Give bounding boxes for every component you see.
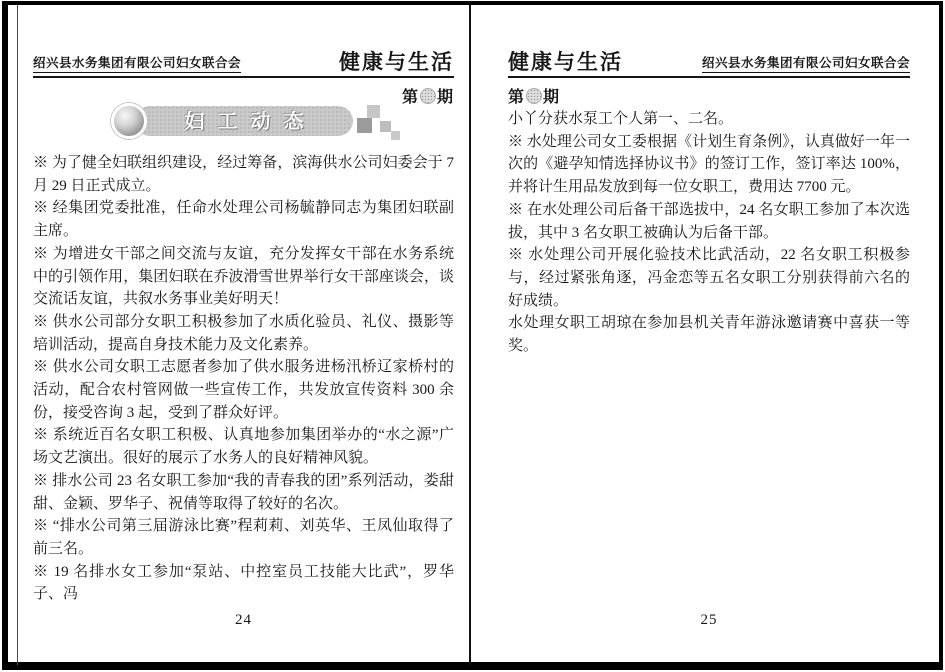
news-item: 水处理女职工胡琼在参加县机关青年游泳邀请赛中喜获一等奖。 xyxy=(508,315,910,355)
left-page-header xyxy=(33,52,454,78)
news-item: ※ “排水公司第三届游泳比赛”程莉莉、刘英华、王凤仙取得了前三名。 xyxy=(33,518,454,557)
masthead-title: 健康与生活 xyxy=(508,50,623,74)
issue-prefix: 第 xyxy=(401,89,419,106)
checker-pattern-icon xyxy=(357,105,407,141)
right-page xyxy=(508,0,910,672)
page-number: 25 xyxy=(700,612,718,628)
news-item: ※ 排水公司 23 名女职工参加“我的青春我的团”系列活动，娄甜甜、金颖、罗华子、祝倩等取得了较好的名次。 xyxy=(33,472,454,512)
masthead-title: 健康与生活 xyxy=(339,50,454,74)
left-page xyxy=(33,0,454,672)
issue-suffix: 期 xyxy=(543,89,561,106)
org-name: 绍兴县水务集团有限公司妇女联合会 xyxy=(33,53,241,73)
issue-prefix: 第 xyxy=(508,89,526,106)
news-item: ※ 水处理公司女工委根据《计划生育条例》，认真做好一年一次的《避孕知情选择协议书》的签订工作，签订率达 100%，并将计生用品发放到每一位女职工，费用达 7700 元。 xyxy=(508,133,910,196)
news-item: ※ 供水公司部分女职工积极参加了水质化验员、礼仪、摄影等培训活动，提高自身技术能力及文化素养。 xyxy=(33,313,454,353)
issue-stamp-icon xyxy=(526,88,542,104)
issue-stamp-icon xyxy=(420,88,436,104)
org-name: 绍兴县水务集团有限公司妇女联合会 xyxy=(702,53,910,73)
page-edge-line xyxy=(17,5,18,665)
right-page-header xyxy=(508,52,910,78)
section-banner xyxy=(111,103,411,143)
news-item: ※ 19 名排水女工参加“泵站、中控室员工技能大比武”，罗华子、冯 xyxy=(33,563,454,603)
news-item: ※ 系统近百名女职工积极、认真地参加集团举办的“水之源”广场文艺演出。很好的展示了水务人的良好精神风貌。 xyxy=(33,427,454,467)
news-item: ※ 水处理公司开展化验技术比武活动，22 名女职工积极参与，经过紧张角逐，冯金恋等五名女职工分别获得前六名的好成绩。 xyxy=(508,247,910,309)
news-item: 小丫分获水泵工个人第一、二名。 xyxy=(508,111,734,127)
banner-title: 妇工动态 xyxy=(184,109,317,133)
center-gutter-line xyxy=(469,5,471,665)
issue-line xyxy=(508,84,910,107)
banner-pill xyxy=(135,106,353,136)
sphere-icon xyxy=(111,103,147,139)
news-item: ※ 供水公司女职工志愿者参加了供水服务进杨汛桥辽家桥村的活动，配合农村管网做一些宣传工作，共发放宣传资料 300 余份，接受咨询 3 起，受到了群众好评。 xyxy=(33,359,454,421)
news-item: ※ 为增进女干部之间交流与友谊，充分发挥女干部在水务系统中的引领作用，集团妇联在乔波滑雪世界举行女干部座谈会，谈交流话友谊，共叙水务事业美好明天！ xyxy=(33,245,454,308)
issue-suffix: 期 xyxy=(436,89,454,106)
news-item: ※ 为了健全妇联组织建设，经过筹备，滨海供水公司妇委会于 7 月 29 日正式成立。 xyxy=(33,155,454,194)
right-page-body xyxy=(508,108,910,358)
page-number: 24 xyxy=(235,612,252,628)
news-item: ※ 在水处理公司后备干部选拔中，24 名女职工参加了本次选拔，其中 3 名女职工被确认为后备干部。 xyxy=(508,201,910,241)
news-item: ※ 经集团党委批准，任命水处理公司杨毓静同志为集团妇联副主席。 xyxy=(33,200,454,240)
left-page-body xyxy=(33,152,454,606)
